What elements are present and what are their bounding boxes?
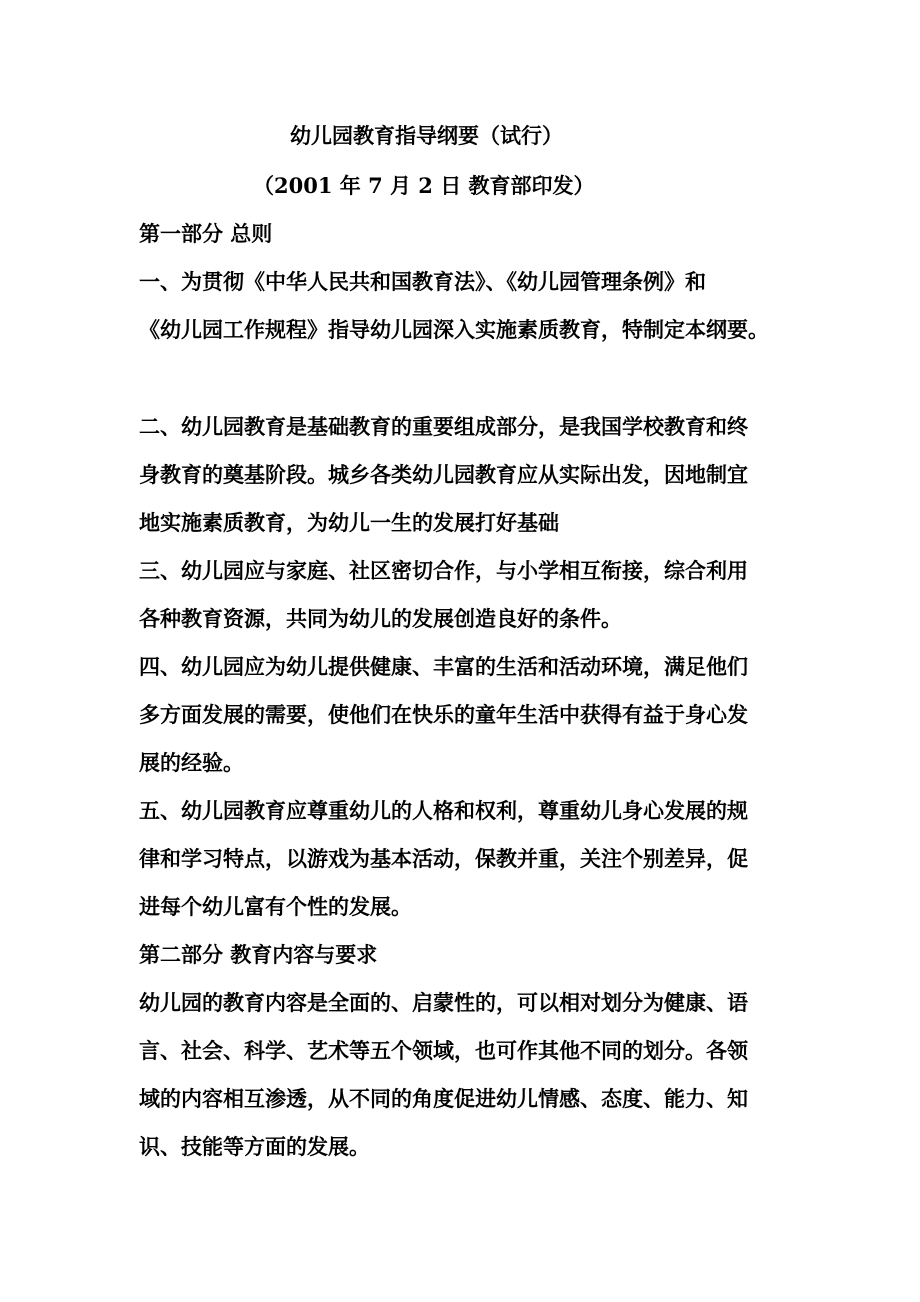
paragraph-line: 幼儿园的教育内容是全面的、启蒙性的，可以相对划分为健康、语 (139, 990, 748, 1015)
paragraph-line: 身教育的奠基阶段。城乡各类幼儿园教育应从实际出发，因地制宜 (139, 462, 748, 487)
paragraph-line: 多方面发展的需要，使他们在快乐的童年生活中获得有益于身心发 (139, 702, 748, 727)
paragraph-line: 展的经验。 (139, 750, 244, 775)
paragraph-line: 进每个幼儿富有个性的发展。 (139, 894, 412, 919)
paragraph-line: 二、幼儿园教育是基础教育的重要组成部分，是我国学校教育和终 (139, 414, 748, 439)
paragraph-line: 五、幼儿园教育应尊重幼儿的人格和权利，尊重幼儿身心发展的规 (139, 798, 748, 823)
paragraph-line: 三、幼儿园应与家庭、社区密切合作，与小学相互衔接，综合利用 (139, 558, 748, 583)
document-subtitle: （2001 年 7 月 2 日 教育部印发） (253, 173, 595, 198)
document-title: 幼儿园教育指导纲要（试行） (290, 123, 563, 148)
paragraph-line: 域的内容相互渗透，从不同的角度促进幼儿情感、态度、能力、知 (139, 1086, 748, 1111)
paragraph-line: 言、社会、科学、艺术等五个领域，也可作其他不同的划分。各领 (139, 1038, 748, 1063)
paragraph-line: 四、幼儿园应为幼儿提供健康、丰富的生活和活动环境，满足他们 (139, 654, 748, 679)
paragraph-line: 各种教育资源，共同为幼儿的发展创造良好的条件。 (139, 606, 622, 631)
paragraph-line: 《幼儿园工作规程》指导幼儿园深入实施素质教育，特制定本纲要。 (139, 317, 769, 342)
paragraph-line: 律和学习特点，以游戏为基本活动，保教并重，关注个别差异，促 (139, 846, 748, 871)
paragraph-line: 地实施素质教育，为幼儿一生的发展打好基础 (139, 510, 559, 535)
paragraph-line: 识、技能等方面的发展。 (139, 1134, 370, 1159)
part-one-heading: 第一部分 总则 (139, 221, 273, 246)
paragraph-line: 一、为贯彻《中华人民共和国教育法》、《幼儿园管理条例》和 (139, 269, 706, 294)
part-two-heading: 第二部分 教育内容与要求 (139, 942, 378, 967)
